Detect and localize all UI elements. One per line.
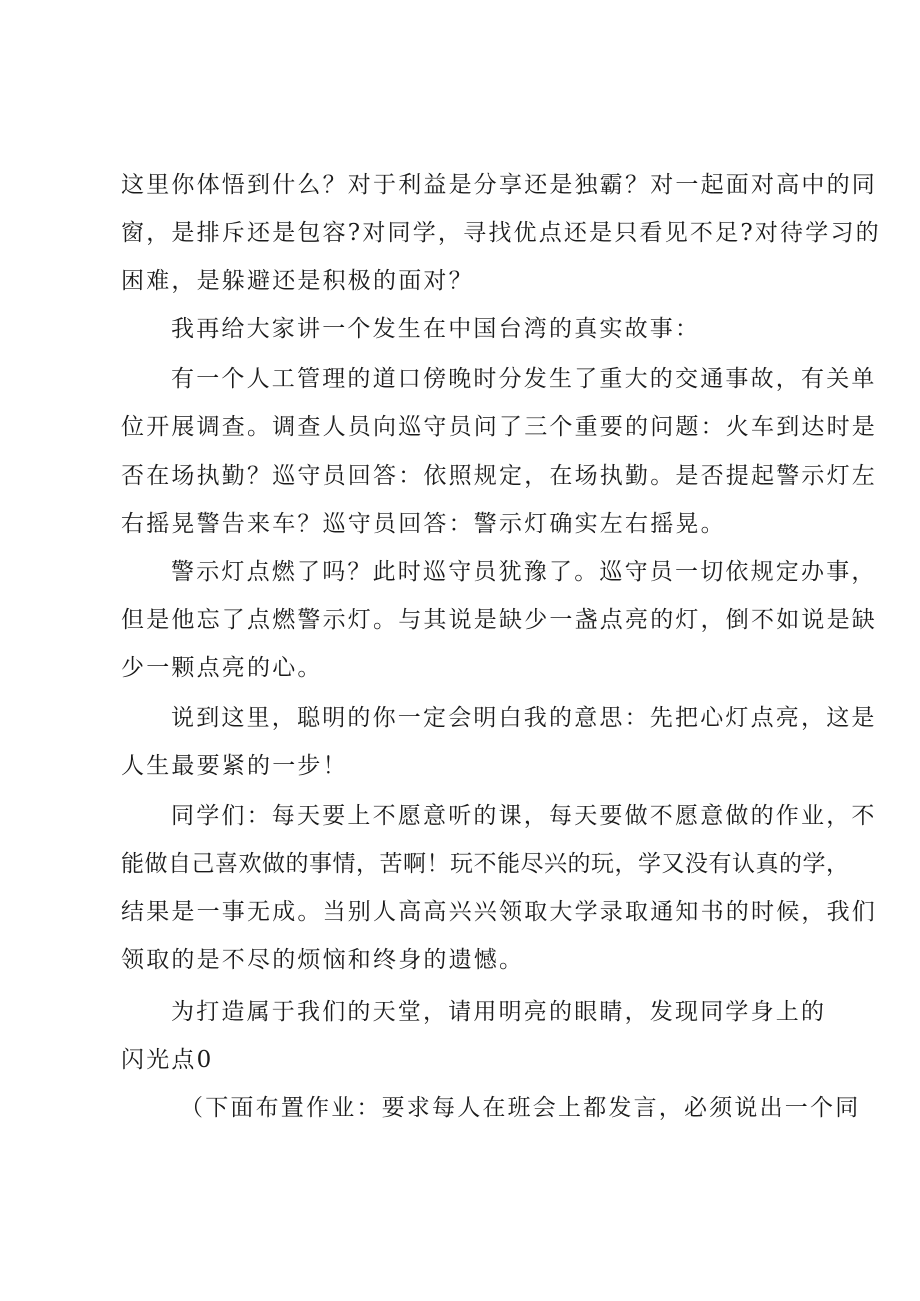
text-line: 位开展调查。调查人员向巡守员问了三个重要的问题：火车到达时是	[121, 414, 877, 440]
text-line: 能做自己喜欢做的事情，苦啊！玩不能尽兴的玩，学又没有认真的学，	[121, 851, 850, 877]
text-line: 右摇晃警告来车？巡守员回答：警示灯确实左右摇晃。	[121, 511, 726, 537]
text-line: 这里你体悟到什么？对于利益是分享还是独霸？对一起面对高中的同	[121, 172, 877, 198]
paragraph-start-line: 同学们：每天要上不愿意听的课，每天要做不愿意做的作业，不	[171, 803, 877, 829]
text-line: 结果是一事无成。当别人高高兴兴领取大学录取通知书的时候，我们	[121, 899, 877, 925]
paragraph-start-line: 警示灯点燃了吗？此时巡守员犹豫了。巡守员一切依规定办事，	[171, 559, 877, 585]
paragraph-start-line: 为打造属于我们的天堂，请用明亮的眼睛，发现同学身上的	[171, 999, 827, 1025]
paragraph-start-line: 有一个人工管理的道口傍晚时分发生了重大的交通事故，有关单	[171, 366, 877, 392]
text-line: 窗，是排斥还是包容?对同学，寻找优点还是只看见不足?对待学习的	[121, 220, 881, 246]
paragraph-start-line: 说到这里，聪明的你一定会明白我的意思：先把心灯点亮，这是	[171, 705, 877, 731]
text-line: 困难，是躲避还是积极的面对？	[121, 268, 474, 294]
text-line: 但是他忘了点燃警示灯。与其说是缺少一盏点亮的灯，倒不如说是缺	[121, 607, 877, 633]
paragraph-start-line: （下面布置作业：要求每人在班会上都发言，必须说出一个同	[180, 1095, 861, 1121]
text-line: 人生最要紧的一步！	[121, 753, 348, 779]
text-line: 否在场执勤？巡守员回答：依照规定，在场执勤。是否提起警示灯左	[121, 463, 877, 489]
text-line: 少一颗点亮的心。	[121, 655, 323, 681]
text-line: 领取的是不尽的烦恼和终身的遗憾。	[121, 947, 525, 973]
paragraph-start-line: 我再给大家讲一个发生在中国台湾的真实故事：	[171, 316, 701, 342]
text-line: 闪光点0	[121, 1047, 214, 1073]
